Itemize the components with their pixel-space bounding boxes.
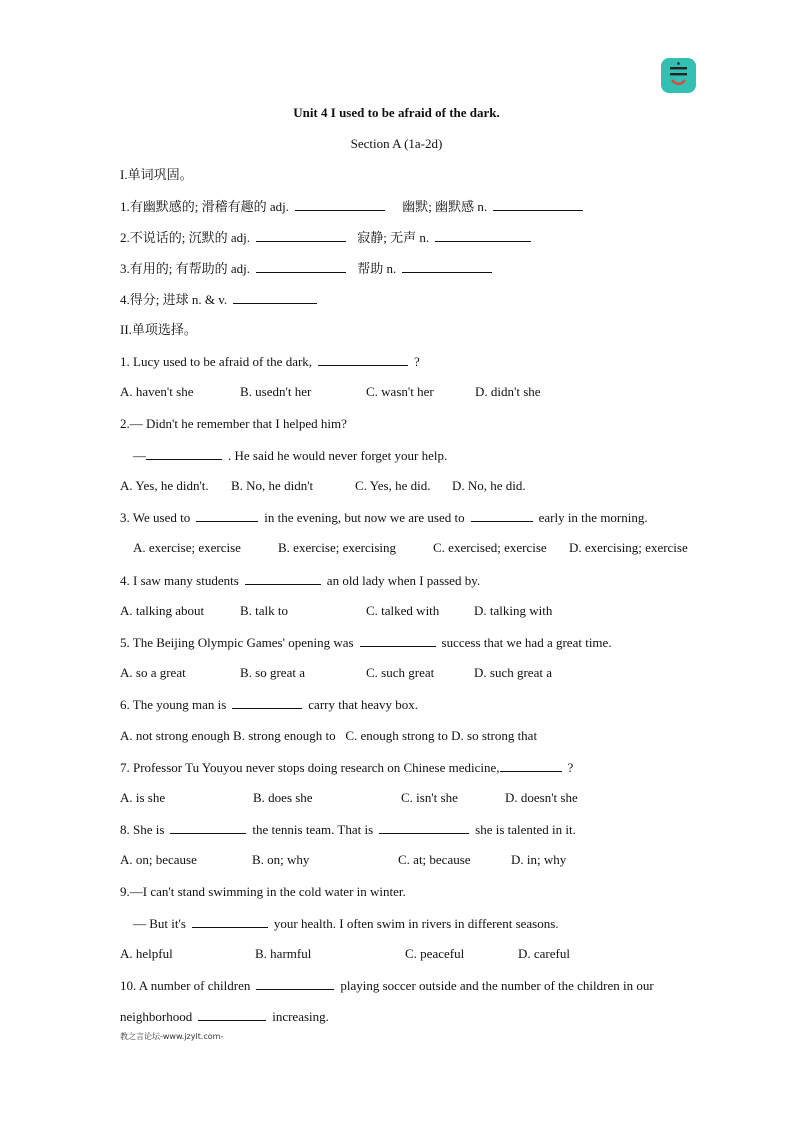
option-c[interactable]: C. exercised; exercise: [433, 540, 547, 555]
answer-blank[interactable]: [232, 696, 302, 709]
vocab-item-1: [120, 198, 589, 215]
answer-blank[interactable]: [295, 198, 385, 211]
vocab-1-a: 1.有幽默感的; 滑稽有趣的 adj.: [120, 199, 289, 214]
q8-part1: 8. She is: [120, 822, 165, 837]
vocab-3-a: 3.有用的; 有帮助的 adj.: [120, 261, 250, 276]
q4-options: [0, 603, 793, 619]
q9-reply-end: your health. I often swim in rivers in different seasons.: [273, 916, 559, 931]
answer-blank[interactable]: [493, 198, 583, 211]
answer-blank[interactable]: [198, 1008, 266, 1021]
option-d[interactable]: D. careful: [518, 946, 570, 961]
page-title: Unit 4 I used to be afraid of the dark.: [293, 105, 500, 120]
q8-options: [0, 852, 793, 868]
section-subtitle: Section A (1a-2d): [350, 136, 443, 151]
answer-blank[interactable]: [196, 509, 258, 522]
option-a[interactable]: A. is she: [120, 790, 166, 805]
option-a[interactable]: A. Yes, he didn't.: [120, 478, 209, 493]
q2-reply: [133, 447, 447, 464]
q6-part2: carry that heavy box.: [308, 697, 419, 712]
question-6: [120, 696, 418, 713]
q6-options[interactable]: A. not strong enough B. strong enough to C. enough strong to D. so strong that: [120, 728, 538, 743]
vocab-item-3: [120, 260, 498, 277]
q3-options: [0, 540, 793, 556]
option-c[interactable]: C. such great: [366, 665, 435, 680]
q10-part2: playing soccer outside and the number of the children in our: [340, 978, 654, 993]
answer-blank[interactable]: [146, 447, 222, 460]
q3-part3: early in the morning.: [538, 510, 648, 525]
q1-options: [0, 384, 793, 400]
footer-watermark: 教之言论坛-www.jzylt.com-: [120, 1032, 224, 1041]
q3-part2: in the evening, but now we are used to: [264, 510, 465, 525]
option-b[interactable]: B. exercise; exercising: [278, 540, 397, 555]
q9-options: [0, 946, 793, 962]
vocab-item-4: [120, 291, 323, 308]
option-b[interactable]: B. harmful: [255, 946, 312, 961]
q7-options: [0, 790, 793, 806]
question-2: 2.— Didn't he remember that I helped him?: [120, 416, 347, 431]
option-a[interactable]: A. talking about: [120, 603, 205, 618]
option-d[interactable]: D. didn't she: [475, 384, 541, 399]
q10-part3: neighborhood: [120, 1009, 193, 1024]
option-c[interactable]: C. talked with: [366, 603, 440, 618]
question-10: [120, 977, 654, 994]
option-a[interactable]: A. haven't she: [120, 384, 194, 399]
part1-heading: I.单词巩固。: [120, 167, 193, 182]
answer-blank[interactable]: [435, 229, 531, 242]
answer-blank[interactable]: [500, 759, 562, 772]
option-d[interactable]: D. doesn't she: [505, 790, 578, 805]
q9-reply: [133, 915, 559, 932]
answer-blank[interactable]: [256, 260, 346, 273]
answer-blank[interactable]: [192, 915, 268, 928]
q2-reply-end: . He said he would never forget your help.: [228, 448, 448, 463]
option-c[interactable]: C. wasn't her: [366, 384, 434, 399]
option-c[interactable]: C. peaceful: [405, 946, 465, 961]
q2-options: [0, 478, 793, 494]
question-1: [120, 353, 420, 370]
vocab-1-b: 幽默; 幽默感 n.: [402, 199, 488, 214]
option-c[interactable]: C. isn't she: [401, 790, 458, 805]
q2-reply-start: —: [133, 448, 146, 463]
question-7: [120, 759, 573, 776]
answer-blank[interactable]: [379, 821, 469, 834]
vocab-4-a: 4.得分; 进球 n. & v.: [120, 292, 228, 307]
option-c[interactable]: C. at; because: [398, 852, 471, 867]
option-d[interactable]: D. in; why: [511, 852, 567, 867]
question-10-cont: [120, 1008, 329, 1025]
q10-part4: increasing.: [272, 1009, 329, 1024]
option-c[interactable]: C. Yes, he did.: [355, 478, 431, 493]
q7-part2: ?: [567, 760, 574, 775]
q1-stem: 1. Lucy used to be afraid of the dark,: [120, 354, 313, 369]
answer-blank[interactable]: [170, 821, 246, 834]
option-b[interactable]: B. talk to: [240, 603, 289, 618]
answer-blank[interactable]: [360, 634, 436, 647]
q8-part2: the tennis team. That is: [252, 822, 374, 837]
option-b[interactable]: B. usedn't her: [240, 384, 312, 399]
q7-part1: 7. Professor Tu Youyou never stops doing research on Chinese medicine,: [120, 760, 500, 775]
q5-part2: success that we had a great time.: [441, 635, 612, 650]
list-logo-icon: [661, 58, 696, 93]
q8-part3: she is talented in it.: [475, 822, 576, 837]
answer-blank[interactable]: [256, 229, 346, 242]
q5-part1: 5. The Beijing Olympic Games' opening was: [120, 635, 354, 650]
option-a[interactable]: A. on; because: [120, 852, 197, 867]
part2-heading: II.单项选择。: [120, 322, 197, 337]
question-3: [120, 509, 648, 526]
answer-blank[interactable]: [318, 353, 408, 366]
answer-blank[interactable]: [402, 260, 492, 273]
answer-blank[interactable]: [256, 977, 334, 990]
answer-blank[interactable]: [471, 509, 533, 522]
q1-end: ?: [414, 354, 420, 369]
option-b[interactable]: B. No, he didn't: [231, 478, 314, 493]
option-b[interactable]: B. does she: [253, 790, 313, 805]
q9-reply-start: — But it's: [133, 916, 186, 931]
answer-blank[interactable]: [233, 291, 317, 304]
vocab-2-a: 2.不说话的; 沉默的 adj.: [120, 230, 250, 245]
q4-part2: an old lady when I passed by.: [326, 573, 481, 588]
question-5: [120, 634, 612, 651]
q6-part1: 6. The young man is: [120, 697, 227, 712]
option-a[interactable]: A. so a great: [120, 665, 186, 680]
question-9: 9.—I can't stand swimming in the cold water in winter.: [120, 884, 406, 899]
question-8: [120, 821, 576, 838]
option-d[interactable]: D. No, he did.: [452, 478, 526, 493]
option-d[interactable]: D. exercising; exercise: [569, 540, 688, 555]
option-d[interactable]: D. such great a: [474, 665, 552, 680]
answer-blank[interactable]: [245, 572, 321, 585]
option-b[interactable]: B. so great a: [240, 665, 305, 680]
vocab-item-2: [120, 229, 537, 246]
q5-options: [0, 665, 793, 681]
q10-part1: 10. A number of children: [120, 978, 251, 993]
question-4: [120, 572, 480, 589]
vocab-3-b: 帮助 n.: [357, 261, 397, 276]
q4-part1: 4. I saw many students: [120, 573, 239, 588]
q3-part1: 3. We used to: [120, 510, 191, 525]
option-d[interactable]: D. talking with: [474, 603, 553, 618]
option-a[interactable]: A. helpful: [120, 946, 173, 961]
option-a[interactable]: A. exercise; exercise: [133, 540, 241, 555]
option-b[interactable]: B. on; why: [252, 852, 310, 867]
vocab-2-b: 寂静; 无声 n.: [357, 230, 430, 245]
